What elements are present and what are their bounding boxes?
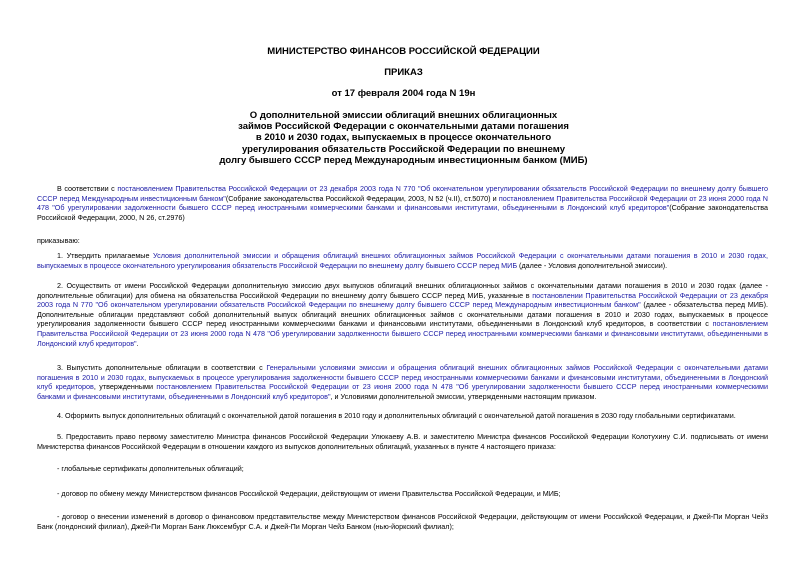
item-text: (далее - обязательства перед МИБ). Дополнительные облигации представляют собой дополнительный выпуск облигаций внешних облигационных займов с окончательными датами погашения в 2010 и 2030 годах, выпускаемых в процессе урегулирования задолженности бывшего СССР перед иностранными коммерческими банками и финансовыми институтами, объединенными в Лондонский клуб кредиторов, в соответствии с: [37, 300, 769, 329]
preamble-text: (Собрание законодательства Российской Федерации, 2000, N 26, ст.2976): [37, 203, 768, 222]
title-line: О дополнительной эмиссии облигаций внешних облигационных: [249, 110, 558, 121]
item-5-dash-1: - глобальные сертификаты дополнительных облигаций;: [57, 464, 244, 473]
decree-770-link[interactable]: постановлении Правительства Российской Федерации от 23 декабря 2003 года N 770 "Об окончательном урегулировании обязательств Российской Федерации по внешнему долгу бывшего СССР перед Международным инвестиционным банком": [37, 290, 768, 310]
item-text: 1. Утвердить прилагаемые: [57, 251, 154, 260]
item-5: 5. Предоставить право первому заместителю Министра финансов Российской Федерации Улюкаеву А.В. и заместителю Министра финансов Российской Федерации Колотухину С.И. подписывать от имени Министерства финансов Российской Федерации в отношении каждого из выпусков дополнительных облигаций, указанных в пункте 4 настоящего приказа:: [37, 432, 768, 451]
preamble-paragraph: [37, 184, 768, 222]
item-text: 3. Выпустить дополнительные облигации в соответствии с: [57, 363, 267, 372]
preamble-text: (Собрание законодательства Российской Федерации, 2003, N 52 (ч.II), ст.5070) и: [225, 193, 499, 203]
issue-conditions-link[interactable]: Условия дополнительной эмиссии и обращения облигаций внешних облигационных займов Российской Федерации с окончательными датами погашения в 2010 и 2030 годах, выпускаемых в процессе окончательного урегулирования обязательств Российской Федерации по внешнему долгу бывшего СССР перед МИБ: [37, 251, 768, 270]
title-line: урегулирования обязательств Российской Федерации по внешнему: [241, 143, 565, 155]
ministry-heading: МИНИСТЕРСТВО ФИНАНСОВ РОССИЙСКОЙ ФЕДЕРАЦИИ: [267, 46, 540, 57]
item-text: , и Условиями дополнительной эмиссии, утвержденными настоящим приказом.: [330, 391, 597, 401]
item-5-dash-2: - договор по обмену между Министерством финансов Российской Федерации, действующим от имени Правительства Российской Федерации, и МИБ;: [57, 489, 561, 498]
item-text: , утвержденными: [93, 382, 157, 392]
document-title: [0, 110, 807, 166]
item-text: .: [136, 338, 139, 348]
title-line: в 2010 и 2030 годах, выпускаемых в процессе окончательного: [255, 132, 552, 144]
item-text: 2. Осуществить от имени Российской Федерации дополнительную эмиссию двух выпусков облигаций внешних облигационных займов с окончательными датами погашения в 2010 и 2030 годах (далее - дополнительные облигации) для обмена на обязательства Российской Федерации по внешнему долгу бывшего СССР перед МИБ, указанные в: [37, 281, 768, 300]
title-line: долгу бывшего СССР перед Международным инвестиционным банком (МИБ): [219, 154, 588, 166]
decree-770-link[interactable]: постановлением Правительства Российской Федерации от 23 декабря 2003 года N 770 "Об окончательном урегулировании обязательств Российской Федерации по внешнему долгу бывшего СССР перед Международным инвестиционным банком": [37, 184, 769, 203]
decree-478-link[interactable]: постановлением Правительства Российской Федерации от 23 июня 2000 года N 478 "Об урегулировании задолженности бывшего СССР перед иностранными коммерческими банками и финансовыми институтами, объединенными в Лондонский клуб кредиторов": [37, 382, 769, 401]
item-3: [37, 363, 768, 401]
decree-478-link[interactable]: постановлением Правительства Российской Федерации от 23 июня 2000 года N 478 "Об урегулировании задолженности бывшего СССР перед иностранными коммерческими банками и финансовыми институтами, объединенными в Лондонский клуб кредиторов": [37, 193, 768, 213]
orders-label: приказываю:: [37, 236, 80, 245]
item-2: [37, 281, 768, 348]
document-type: ПРИКАЗ: [384, 67, 423, 78]
general-conditions-link[interactable]: Генеральными условиями эмиссии и обращения облигаций внешних облигационных займов Российской Федерации с окончательными датами погашения в 2010 и 2030 годах, выпускаемых в процессе урегулирования задолженности бывшего СССР перед иностранными коммерческими банками и финансовыми институтами, объединенными в Лондонский клуб кредиторов: [37, 363, 768, 392]
item-5-dash-3: - договор о внесении изменений в договор о финансовом представительстве между Министерством финансов Российской Федерации, действующим от имени Российской Федерации, и Джей-Пи Морган Чейз Банк (лондонский филиал), Джей-Пи Морган Банк Люксембург С.А. и Джей-Пи Морган Чейз Банком (нью-йоркский филиал);: [37, 512, 768, 531]
decree-478-link[interactable]: постановлением Правительства Российской Федерации от 23 июня 2000 года N 478 "Об урегулировании задолженности бывшего СССР перед иностранными коммерческими банками и финансовыми институтами, объединенными в Лондонский клуб кредиторов": [37, 319, 768, 348]
item-1: [37, 251, 768, 270]
title-line: займов Российской Федерации с окончательными датами погашения: [238, 121, 569, 133]
item-4: 4. Оформить выпуск дополнительных облигаций с окончательной датой погашения в 2010 году и дополнительных облигаций с окончательной датой погашения в 2030 году глобальными сертификатами.: [57, 411, 736, 420]
item-text: (далее - Условия дополнительной эмиссии).: [517, 260, 668, 270]
preamble-text: В соответствии с: [57, 184, 118, 193]
document-date-number: от 17 февраля 2004 года N 19н: [331, 88, 476, 99]
